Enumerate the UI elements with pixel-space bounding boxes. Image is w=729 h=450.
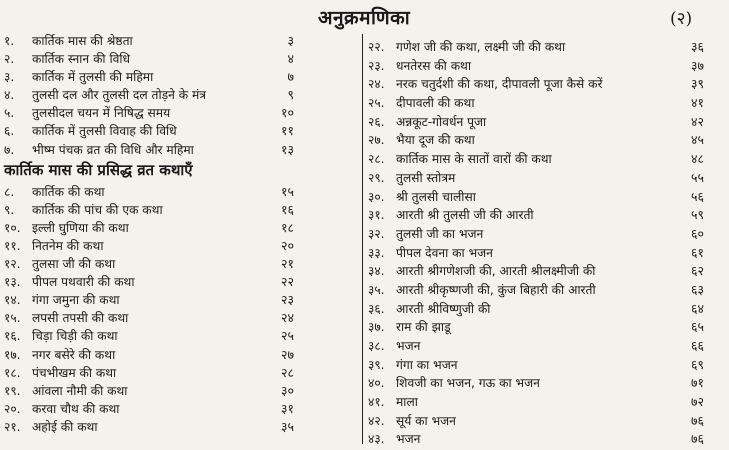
entry-number: ३६. (368, 301, 385, 316)
entry-page: ३५ (280, 418, 294, 434)
entry-title: इल्ली घुणिया की कथा (32, 220, 129, 235)
toc-entry (368, 430, 726, 449)
entry-page: ५५ (690, 169, 704, 185)
entry-page: ६५ (690, 319, 704, 335)
right-column (368, 38, 726, 449)
entry-title: करवा चौथ की कथा (32, 401, 120, 416)
entry-title: पंचभीखम की कथा (32, 365, 117, 380)
left-top-list (4, 32, 356, 159)
page-title: अनुक्रमणिका (318, 7, 411, 29)
entry-title: गंगा का भजन (396, 357, 458, 372)
entry-number: २१. (4, 419, 21, 434)
toc-entry (4, 50, 356, 68)
toc-entry (368, 57, 726, 76)
entry-page: २२ (280, 274, 294, 290)
entry-number: २३. (368, 58, 385, 73)
entry-page: २७ (280, 346, 294, 362)
right-list (368, 38, 726, 449)
entry-number: ३२. (368, 226, 385, 241)
toc-entry (4, 122, 356, 140)
entry-page: १३ (280, 141, 294, 157)
entry-page: ११ (280, 123, 294, 139)
entry-number: ३५. (368, 282, 385, 297)
entry-page: २८ (280, 364, 294, 380)
toc-entry (4, 104, 356, 122)
entry-title: नगर बसेरे की कथा (32, 347, 116, 362)
entry-number: ३०. (368, 189, 385, 204)
entry-page: ५६ (690, 188, 704, 204)
entry-title: कार्तिक मास की श्रेष्ठता (32, 34, 133, 48)
entry-title: सूर्य का भजन (396, 413, 456, 428)
toc-entry (4, 273, 356, 291)
entry-title: नितनेम की कथा (32, 238, 104, 253)
toc-entry (368, 169, 726, 188)
entry-number: २८. (368, 152, 385, 167)
section-heading: कार्तिक मास की प्रसिद्ध व्रत कथाएँ (4, 160, 193, 179)
entry-title: माला (396, 395, 418, 410)
toc-entry (368, 94, 726, 113)
entry-number: ३७. (368, 320, 385, 335)
entry-title: चिड़ा चिड़ी की कथा (32, 329, 118, 344)
entry-number: ६. (4, 124, 15, 139)
page-number: (२) (670, 9, 693, 29)
entry-page: ३१ (280, 400, 294, 416)
entry-page: १६ (280, 201, 294, 217)
entry-number: २७. (368, 133, 385, 148)
entry-title: भैया दूज की कथा (396, 133, 475, 148)
entry-title: तुलसी स्तोत्रम (396, 170, 456, 185)
entry-page: ४२ (690, 113, 704, 129)
entry-number: ३. (4, 70, 15, 85)
entry-title: गंगा जमुना की कथा (32, 293, 120, 308)
toc-entry (368, 244, 726, 263)
entry-number: ४२. (368, 413, 385, 428)
toc-entry (368, 206, 726, 225)
entry-number: ३३. (368, 245, 385, 260)
entry-page: ६३ (690, 281, 704, 297)
entry-page: ४५ (690, 132, 704, 148)
entry-number: १६. (4, 329, 21, 344)
toc-entry (4, 364, 356, 382)
entry-title: आरती श्रीविष्णुजी की (396, 301, 491, 316)
entry-page: ३७ (690, 57, 704, 73)
entry-number: १७. (4, 347, 21, 362)
entry-page: २१ (280, 256, 294, 272)
entry-page: ७६ (690, 412, 704, 428)
toc-entry (368, 374, 726, 393)
toc-entry (368, 75, 726, 94)
entry-page: ९ (287, 87, 294, 103)
entry-number: ४०. (368, 376, 385, 391)
entry-title: कार्तिक मास के सातों वारों की कथा (396, 152, 552, 167)
entry-title: राम की झाडू (396, 320, 451, 335)
entry-page: ४ (287, 51, 294, 67)
entry-title: नरक चतुर्दशी की कथा, दीपावली पूजा कैसे करें (396, 77, 603, 92)
toc-entry (368, 412, 726, 431)
toc-entry (368, 188, 726, 207)
toc-entry (368, 393, 726, 412)
entry-number: २२. (368, 40, 385, 54)
entry-page: ३० (280, 382, 294, 398)
toc-entry (4, 237, 356, 255)
entry-title: अन्नकूट-गोवर्धन पूजा (396, 114, 487, 129)
toc-entry (368, 225, 726, 244)
entry-title: लपसी तपसी की कथा (32, 311, 129, 326)
entry-page: ६२ (690, 263, 704, 279)
entry-number: ३९. (368, 357, 385, 372)
entry-number: २. (4, 52, 15, 67)
entry-page: ७१ (690, 375, 704, 391)
entry-number: २५. (368, 96, 385, 111)
entry-number: ५. (4, 106, 15, 121)
entry-title: दीपावली की कथा (396, 96, 475, 111)
entry-title: कार्तिक में तुलसी की महिमा (32, 70, 154, 85)
entry-number: २६. (368, 114, 385, 129)
toc-entry (4, 255, 356, 273)
entry-number: ४३. (368, 432, 385, 447)
entry-title: तुलसा जी की कथा (32, 257, 116, 272)
toc-entry (368, 318, 726, 337)
entry-title: आंवला नौमी की कथा (32, 383, 128, 398)
entry-page: १० (280, 105, 294, 121)
entry-page: ५९ (690, 207, 704, 223)
entry-page: ७२ (690, 394, 704, 410)
toc-entry (4, 86, 356, 104)
toc-entry (4, 309, 356, 327)
entry-number: ३८. (368, 339, 385, 353)
entry-number: ४१. (368, 395, 385, 410)
entry-title: गणेश जी की कथा, लक्ष्मी जी की कथा (396, 40, 566, 54)
entry-title: कार्तिक की कथा (32, 184, 105, 199)
entry-number: ८. (4, 184, 15, 199)
toc-entry (368, 356, 726, 375)
entry-title: धनतेरस की कथा (396, 58, 471, 73)
toc-entry (4, 141, 356, 159)
toc-entry (4, 291, 356, 309)
entry-page: ४१ (690, 95, 704, 111)
entry-page: १८ (280, 219, 294, 235)
entry-page: ७६ (690, 431, 704, 447)
entry-page: ७ (287, 69, 294, 85)
entry-title: कार्तिक की पांच की एक कथा (32, 202, 163, 217)
toc-entry (368, 300, 726, 319)
entry-page: ६१ (690, 244, 704, 260)
entry-number: १८. (4, 365, 21, 380)
toc-entry (4, 418, 356, 436)
toc-entry (368, 113, 726, 132)
entry-title: तुलसीदल चयन में निषिद्ध समय (32, 106, 171, 121)
toc-entry (4, 382, 356, 400)
entry-page: ६० (690, 225, 704, 241)
entry-number: ४. (4, 88, 15, 103)
entry-title: शिवजी का भजन, गऊ का भजन (396, 376, 540, 391)
toc-entry (368, 281, 726, 300)
entry-title: तुलसी दल और तुलसी दल तोड़ने के मंत्र (32, 88, 207, 103)
entry-title: श्री तुलसी चालीसा (396, 189, 476, 204)
column-divider (362, 34, 363, 444)
entry-page: २५ (280, 328, 294, 344)
entry-title: भीष्म पंचक व्रत की विधि और महिमा (32, 142, 194, 157)
entry-page: १५ (280, 183, 294, 199)
entry-title: भजन (396, 339, 421, 353)
entry-page: ३ (287, 33, 294, 48)
entry-number: २०. (4, 401, 21, 416)
entry-number: २९. (368, 170, 385, 185)
entry-number: १५. (4, 311, 21, 326)
toc-entry (4, 219, 356, 237)
entry-page: ६९ (690, 356, 704, 372)
toc-entry (4, 400, 356, 418)
left-column (4, 32, 356, 436)
entry-number: १०. (4, 220, 21, 235)
entry-title: आरती श्रीकृष्णजी की, कुंज बिहारी की आरती (396, 282, 596, 297)
toc-entry (4, 201, 356, 219)
toc-entry (4, 327, 356, 345)
entry-number: ३१. (368, 208, 385, 223)
toc-entry (368, 262, 726, 281)
toc-entry (368, 337, 726, 356)
toc-entry (4, 68, 356, 86)
entry-number: १. (4, 34, 15, 48)
entry-number: १३. (4, 275, 21, 290)
left-bottom-list (4, 183, 356, 436)
entry-page: २० (280, 237, 294, 253)
entry-page: २४ (280, 310, 294, 326)
toc-entry (368, 38, 726, 57)
entry-title: पीपल देवना का भजन (396, 245, 493, 260)
entry-page: ३९ (690, 76, 704, 92)
entry-title: आरती श्री तुलसी जी की आरती (396, 208, 534, 223)
entry-title: अहोई की कथा (32, 419, 98, 434)
entry-number: ११. (4, 238, 21, 253)
entry-number: १९. (4, 383, 21, 398)
entry-page: ६६ (690, 338, 704, 353)
toc-entry (4, 183, 356, 201)
entry-title: आरती श्रीगणेशजी की, आरती श्रीलक्ष्मीजी की (396, 264, 596, 279)
entry-page: ६४ (690, 300, 704, 316)
toc-entry (4, 346, 356, 364)
toc-entry (368, 131, 726, 150)
entry-number: १२. (4, 257, 21, 272)
entry-title: पीपल पथवारी की कथा (32, 275, 135, 290)
entry-page: ४८ (690, 151, 704, 167)
toc-entry (4, 32, 356, 50)
entry-page: २३ (280, 292, 294, 308)
entry-number: २४. (368, 77, 385, 92)
entry-title: कार्तिक स्नान की विधि (32, 52, 131, 67)
entry-title: तुलसी जी का भजन (396, 226, 484, 241)
entry-title: कार्तिक में तुलसी विवाह की विधि (32, 124, 177, 139)
toc-entry (368, 150, 726, 169)
entry-page: ३६ (690, 39, 704, 54)
entry-number: १४. (4, 293, 21, 308)
entry-title: भजन (396, 432, 421, 447)
entry-number: ९. (4, 202, 15, 217)
entry-number: ७. (4, 142, 15, 157)
entry-number: ३४. (368, 264, 385, 279)
